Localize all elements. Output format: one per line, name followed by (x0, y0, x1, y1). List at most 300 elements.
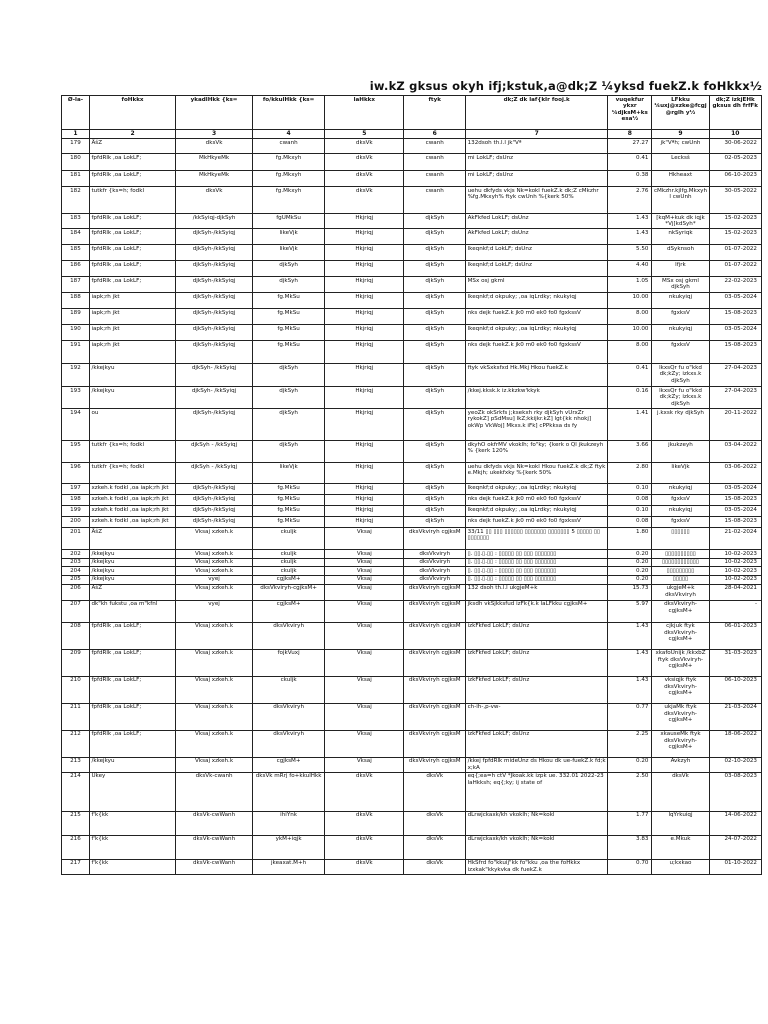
cell-location: nkukyiqj (652, 506, 709, 517)
cell-cost: 2.25 (608, 730, 652, 757)
cell-district: djkSyh (404, 387, 466, 409)
cell-district: cwanh (404, 139, 466, 154)
cell-start-date: 06-10-2023 (709, 171, 761, 187)
cell-department: /kkejkyu (89, 387, 175, 409)
cell-district: djkSyh (404, 463, 466, 484)
column-number-7: 7 (466, 130, 608, 139)
table-row (62, 506, 762, 517)
cell-lok-sabha: dksVk (176, 187, 253, 214)
cell-division: dksVk (325, 154, 404, 171)
cell-serial: 207 (62, 600, 90, 622)
cell-vidhan-sabha: djkSyh (253, 441, 325, 463)
cell-description: /kkej fpfdRlk mideUnz ds Hkou dk ue-fuekZ.k fd;k x;kA (466, 757, 608, 772)
column-header-8: vuqekfur ykxr ¼djksM+ks esa½ (608, 96, 652, 130)
cell-district: djkSyh (404, 277, 466, 293)
table-row (62, 567, 762, 576)
cell-department: ÄšZ (89, 139, 175, 154)
cell-lok-sabha: djkSyh-/kkSyiqj (176, 325, 253, 341)
cell-department: tutkfr {ks=h; fodkl (89, 463, 175, 484)
cell-cost: 0.10 (608, 506, 652, 517)
column-number-4: 4 (253, 130, 325, 139)
cell-lok-sabha: Vksaj xzkeh.k (176, 703, 253, 730)
cell-description: ftyk vkSxksfxd Hk.Mkj Hkou fuekZ.k (466, 364, 608, 387)
cell-department: xzkeh.k fodkl ,oa iapk;rh jkt (89, 484, 175, 495)
cell-location: j.kxsk rky djkSyh (652, 409, 709, 441)
cell-vidhan-sabha: ckuljk (253, 567, 325, 576)
cell-vidhan-sabha: dksVkviryh-cgjksM+ (253, 584, 325, 600)
cell-serial: 209 (62, 649, 90, 676)
cell-division: Hkjriqj (325, 506, 404, 517)
cell-division: Hkjriqj (325, 309, 404, 325)
table-row (62, 341, 762, 364)
cell-cost: 0.08 (608, 517, 652, 528)
cell-district: cwanh (404, 154, 466, 171)
cell-vidhan-sabha: cgjksM+ (253, 757, 325, 772)
cell-district: dksVkviryh cgjksM (404, 730, 466, 757)
table-row (62, 409, 762, 441)
column-header-2: foHkkx (89, 96, 175, 130)
cell-start-date: 27-04-2023 (709, 364, 761, 387)
cell-description: uehu dkfyds vkjs Nk=kokl Hkou fuekZ.k dk;Z ftyk e.Mkjh; ukekfxky %{kerk 50% (466, 463, 608, 484)
cell-lok-sabha: djkSyh-/kkSyiqj (176, 484, 253, 495)
cell-cost: 27.27 (608, 139, 652, 154)
cell-vidhan-sabha: ckuljk (253, 676, 325, 703)
cell-location: dSyknsoh (652, 245, 709, 261)
cell-department: fpfdRlk ,oa LokLF; (89, 676, 175, 703)
cell-department: dk"kh fukstu ,oa m"kfnl (89, 600, 175, 622)
cell-location: nkukyiqj (652, 325, 709, 341)
cell-location: likeVjk (652, 463, 709, 484)
cell-location: Hkheaxt (652, 171, 709, 187)
cell-division: dksVk (325, 835, 404, 859)
cell-serial: 216 (62, 835, 90, 859)
cell-location: fgxksV (652, 517, 709, 528)
cell-division: Hkjriqj (325, 495, 404, 506)
cell-division: Vksaj (325, 528, 404, 550)
cell-serial: 214 (62, 772, 90, 811)
cell-cost: 1.43 (608, 229, 652, 245)
cell-cost: 2.80 (608, 463, 652, 484)
cell-lok-sabha: Vksaj xzkeh.k (176, 550, 253, 559)
table-row (62, 575, 762, 584)
cell-serial: 198 (62, 495, 90, 506)
table-row (62, 139, 762, 154)
cell-serial: 206 (62, 584, 90, 600)
cell-description: lkeqnkf;d okpuky; ,oa iqLrdky; nkukyiqj (466, 484, 608, 495)
cell-division: Hkjriqj (325, 484, 404, 495)
cell-description: ▯. ▯▯.▯.▯▯ : ▯▯▯▯▯ ▯▯ ▯▯▯ ▯▯▯▯▯▯▯ (466, 550, 608, 559)
cell-vidhan-sabha: djkSyh (253, 364, 325, 387)
cell-lok-sabha: djkSyh-/kkSyiqj (176, 229, 253, 245)
cell-cost: 4.40 (608, 261, 652, 277)
table-row (62, 622, 762, 649)
cell-lok-sabha: MkHkyeMk (176, 154, 253, 171)
cell-cost: 0.20 (608, 567, 652, 576)
cell-district: djkSyh (404, 495, 466, 506)
cell-location: dksVkviryh-cgjksM+ (652, 600, 709, 622)
cell-district: djkSyh (404, 325, 466, 341)
cell-description: izkFkfed LokLF; dsUnz (466, 676, 608, 703)
cell-division: Vksaj (325, 558, 404, 567)
cell-description: lkeqnkf;d okpuky; ,oa iqLrdky; nkukyiqj (466, 506, 608, 517)
cell-location: lfjrk (652, 261, 709, 277)
column-number-5: 5 (325, 130, 404, 139)
cell-location: ▯▯▯▯▯▯▯▯▯ (652, 567, 709, 576)
cell-division: Vksaj (325, 649, 404, 676)
cell-cost: 1.80 (608, 528, 652, 550)
cell-division: Hkjriqj (325, 277, 404, 293)
column-number-3: 3 (176, 130, 253, 139)
cell-start-date: 03-05-2024 (709, 506, 761, 517)
cell-vidhan-sabha: fg.MkSu (253, 517, 325, 528)
cell-district: dksVk (404, 811, 466, 835)
cell-serial: 201 (62, 528, 90, 550)
table-row (62, 517, 762, 528)
cell-location: Avkzyh (652, 757, 709, 772)
cell-district: dksVkviryh cgjksM (404, 649, 466, 676)
cell-department: iapk;rh jkt (89, 309, 175, 325)
cell-location: MSx osj gkml djkSyh (652, 277, 709, 293)
cell-division: Vksaj (325, 676, 404, 703)
cell-department: iapk;rh jkt (89, 325, 175, 341)
cell-department: fpfdRlk ,oa LokLF; (89, 261, 175, 277)
cell-lok-sabha: djkSyh- /kkSyiqj (176, 364, 253, 387)
cell-district: dksVk (404, 835, 466, 859)
table-row (62, 171, 762, 187)
cell-lok-sabha: dksVk-cwWanh (176, 811, 253, 835)
cell-location: ▯▯▯▯▯▯▯▯▯▯▯▯ (652, 558, 709, 567)
cell-description: eq{;ea=h ctV *Jkoak.kk izpk ue. 332.01 2022-23 laHkksh; eq{;ky; ij state of (466, 772, 608, 811)
cell-division: Vksaj (325, 600, 404, 622)
cell-department: fpfdRlk ,oa LokLF; (89, 214, 175, 229)
cell-serial: 200 (62, 517, 90, 528)
cell-department: iapk;rh jkt (89, 341, 175, 364)
cell-cost: 5.50 (608, 245, 652, 261)
table-row (62, 261, 762, 277)
cell-description: MSx osj gkml (466, 277, 608, 293)
cell-vidhan-sabha: ckuljk (253, 528, 325, 550)
cell-district: dksVkviryh (404, 567, 466, 576)
cell-division: Vksaj (325, 567, 404, 576)
table-row (62, 703, 762, 730)
cell-vidhan-sabha: djkSyh (253, 277, 325, 293)
cell-description: lkeqnkf;d LokLF; dsUnz (466, 245, 608, 261)
cell-division: dksVk (325, 811, 404, 835)
cell-district: dksVk (404, 772, 466, 811)
cell-description: 132 dsoh th.l.l ukgjeM+k (466, 584, 608, 600)
cell-serial: 181 (62, 171, 90, 187)
cell-serial: 192 (62, 364, 90, 387)
cell-location: e.Mkuk (652, 835, 709, 859)
cell-vidhan-sabha: fgUMkSu (253, 214, 325, 229)
cell-vidhan-sabha: dksVkviryh (253, 622, 325, 649)
cell-cost: 0.70 (608, 859, 652, 874)
table-row (62, 364, 762, 387)
cell-cost: 1.43 (608, 676, 652, 703)
cell-description: nks dejk fuekZ.k jk0 m0 ek0 fo0 fgxkssV (466, 517, 608, 528)
cell-department: /kkejkyu (89, 364, 175, 387)
cell-lok-sabha: djkSyh- /kkSyiqj (176, 387, 253, 409)
cell-lok-sabha: Vksaj xzkeh.k (176, 757, 253, 772)
cell-cost: 2.76 (608, 187, 652, 214)
cell-vidhan-sabha: djkSyh (253, 261, 325, 277)
cell-lok-sabha: djkSyh-/kkSyiqj (176, 506, 253, 517)
table-row (62, 325, 762, 341)
cell-vidhan-sabha: fg.Mkxyh (253, 187, 325, 214)
cell-district: djkSyh (404, 229, 466, 245)
cell-department: ou (89, 409, 175, 441)
cell-district: cwanh (404, 187, 466, 214)
cell-department: iapk;rh jkt (89, 293, 175, 309)
cell-serial: 199 (62, 506, 90, 517)
cell-division: Vksaj (325, 622, 404, 649)
cell-start-date: 15-08-2023 (709, 309, 761, 325)
cell-department: tutkfr {ks=h; fodkl (89, 441, 175, 463)
cell-cost: 0.08 (608, 495, 652, 506)
cell-district: djkSyh (404, 309, 466, 325)
table-row (62, 245, 762, 261)
cell-lok-sabha: Vksaj xzkeh.k (176, 649, 253, 676)
cell-lok-sabha: dksVk (176, 139, 253, 154)
cell-district: dksVkviryh cgjksM (404, 676, 466, 703)
cell-district: djkSyh (404, 214, 466, 229)
cell-start-date: 20-11-2022 (709, 409, 761, 441)
cell-location: fgxksV (652, 309, 709, 325)
cell-serial: 189 (62, 309, 90, 325)
cell-vidhan-sabha: ckuljk (253, 550, 325, 559)
cell-start-date: 15-02-2023 (709, 214, 761, 229)
cell-department: /kkejkyu (89, 558, 175, 567)
cell-lok-sabha: Vksaj xzkeh.k (176, 558, 253, 567)
table-row (62, 676, 762, 703)
cell-serial: 195 (62, 441, 90, 463)
cell-serial: 179 (62, 139, 90, 154)
cell-department: f'k{kk (89, 835, 175, 859)
cell-vidhan-sabha: djkSyh (253, 409, 325, 441)
cell-start-date: 28-04-2021 (709, 584, 761, 600)
cell-division: Hkjriqj (325, 229, 404, 245)
cell-district: djkSyh (404, 245, 466, 261)
cell-division: Vksaj (325, 757, 404, 772)
cell-serial: 188 (62, 293, 90, 309)
cell-description: 33/11 ▯▯ ▯▯▯ ▯▯▯▯▯▯ ▯▯▯▯▯▯▯ ▯▯▯▯▯▯▯ 5 ▯▯▯▯▯ ▯▯ ▯▯▯▯▯▯▯ (466, 528, 608, 550)
cell-location: jkukzeyh (652, 441, 709, 463)
cell-cost: 0.20 (608, 558, 652, 567)
cell-location: vksiqjk ftyk dksVkviryh-cgjksM+ (652, 676, 709, 703)
cell-district: dksVkviryh cgjksM (404, 600, 466, 622)
table-row (62, 772, 762, 811)
cell-description: ▯. ▯▯.▯.▯▯ : ▯▯▯▯▯ ▯▯ ▯▯▯ ▯▯▯▯▯▯▯ (466, 567, 608, 576)
column-number-1: 1 (62, 130, 90, 139)
table-row (62, 187, 762, 214)
cell-description: AkFkfed LokLF; dsUnz (466, 214, 608, 229)
cell-cost: 15.73 (608, 584, 652, 600)
cell-cost: 5.97 (608, 600, 652, 622)
cell-description: nks dejk fuekZ.k jk0 m0 ek0 fo0 fgxkssV (466, 341, 608, 364)
cell-start-date: 06-01-2023 (709, 622, 761, 649)
cell-start-date: 02-10-2023 (709, 757, 761, 772)
cell-description: mi LokLF; dsUnz (466, 154, 608, 171)
cell-start-date: 03-04-2022 (709, 441, 761, 463)
cell-district: cwanh (404, 171, 466, 187)
cell-location: nkukyiqj (652, 484, 709, 495)
cell-department: ÄšZ (89, 528, 175, 550)
cell-cost: 10.00 (608, 293, 652, 309)
cell-start-date: 01-10-2022 (709, 859, 761, 874)
cell-lok-sabha: djkSyh-/kkSyiqj (176, 277, 253, 293)
cell-vidhan-sabha: fg.MkSu (253, 325, 325, 341)
cell-cost: 1.05 (608, 277, 652, 293)
cell-location: fgxksV (652, 495, 709, 506)
cell-location: u;kxkao (652, 859, 709, 874)
table-row (62, 484, 762, 495)
cell-start-date: 02-05-2023 (709, 154, 761, 171)
cell-lok-sabha: Vksaj xzkeh.k (176, 730, 253, 757)
cell-division: Hkjriqj (325, 325, 404, 341)
cell-serial: 202 (62, 550, 90, 559)
cell-description: lkeqnkf;d okpuky; ,oa iqLrdky; nkukyiqj (466, 325, 608, 341)
cell-cost: 8.00 (608, 341, 652, 364)
cell-vidhan-sabha: fojkVuxj (253, 649, 325, 676)
cell-description: mi LokLF; dsUnz (466, 171, 608, 187)
cell-location: xkafoUnijk /kkxbZ ftyk dksVkviryh-cgjksM+ (652, 649, 709, 676)
cell-cost: 0.20 (608, 575, 652, 584)
cell-division: Hkjriqj (325, 214, 404, 229)
table-body (62, 139, 762, 875)
cell-serial: 211 (62, 703, 90, 730)
table-row (62, 463, 762, 484)
cell-location: ▯▯▯▯▯ (652, 575, 709, 584)
cell-department: tutkfr {ks=h; fodkl (89, 187, 175, 214)
cell-division: Vksaj (325, 584, 404, 600)
cell-vidhan-sabha: ykM+iqjk (253, 835, 325, 859)
cell-description: nks dejk fuekZ.k jk0 m0 ek0 fo0 fgxkssV (466, 495, 608, 506)
cell-cost: 1.43 (608, 622, 652, 649)
cell-cost: 0.41 (608, 154, 652, 171)
cell-description: AkFkfed LokLF; dsUnz (466, 229, 608, 245)
cell-location: Lecksš (652, 154, 709, 171)
cell-serial: 180 (62, 154, 90, 171)
column-header-10: dk;Z izkjEHk gksus dh frfFk (709, 96, 761, 130)
cell-lok-sabha: dksVk-cwanh (176, 772, 253, 811)
cell-start-date: 03-06-2022 (709, 463, 761, 484)
cell-district: dksVkviryh cgjksM (404, 584, 466, 600)
cell-location: ▯▯▯▯▯▯ (652, 528, 709, 550)
cell-location: cMkzhr.kjlfg.Mkxyhl cwUnh (652, 187, 709, 214)
cell-location: ▯▯▯▯▯▯▯▯▯▯ (652, 550, 709, 559)
cell-serial: 187 (62, 277, 90, 293)
cell-lok-sabha: Vksaj xzkeh.k (176, 528, 253, 550)
cell-start-date: 22-02-2023 (709, 277, 761, 293)
cell-serial: 205 (62, 575, 90, 584)
cell-department: f'k{kk (89, 859, 175, 874)
cell-serial: 204 (62, 567, 90, 576)
cell-lok-sabha: Vksaj xzkeh.k (176, 584, 253, 600)
cell-description: 132dsoh th.l.l jk"Vª (466, 139, 608, 154)
cell-description: izkFkfed LokLF; dsUnz (466, 649, 608, 676)
table-row (62, 387, 762, 409)
cell-lok-sabha: vyej (176, 575, 253, 584)
cell-lok-sabha: MkHkyeMk (176, 171, 253, 187)
cell-lok-sabha: dksVk-cwWanh (176, 859, 253, 874)
cell-serial: 208 (62, 622, 90, 649)
cell-location: fgxksV (652, 341, 709, 364)
cell-lok-sabha: djkSyh - /kkSyiqj (176, 463, 253, 484)
cell-district: dksVkviryh cgjksM (404, 528, 466, 550)
cell-division: Hkjriqj (325, 245, 404, 261)
cell-division: Hkjriqj (325, 364, 404, 387)
table-row (62, 495, 762, 506)
cell-district: djkSyh (404, 517, 466, 528)
cell-vidhan-sabha: fg.MkSu (253, 506, 325, 517)
cell-district: djkSyh (404, 364, 466, 387)
cell-district: dksVkviryh cgjksM (404, 703, 466, 730)
cell-vidhan-sabha: djkSyh (253, 387, 325, 409)
cell-department: ÄšZ (89, 584, 175, 600)
cell-lok-sabha: /kkSyiqj-djkSyh (176, 214, 253, 229)
column-number-8: 8 (608, 130, 652, 139)
cell-vidhan-sabha: ihiYnk (253, 811, 325, 835)
cell-division: Hkjriqj (325, 341, 404, 364)
cell-location: ukgjeM+k dksVkviryh (652, 584, 709, 600)
cell-district: djkSyh (404, 506, 466, 517)
cell-cost: 0.10 (608, 484, 652, 495)
cell-department: fpfdRlk ,oa LokLF; (89, 245, 175, 261)
cell-department: fpfdRlk ,oa LokLF; (89, 229, 175, 245)
cell-start-date: 15-08-2023 (709, 495, 761, 506)
cell-cost: 0.77 (608, 703, 652, 730)
cell-description: lkeqnkf;d okpuky; ,oa iqLrdky; nkukyiqj (466, 293, 608, 309)
cell-department: /kkejkyu (89, 575, 175, 584)
table-row (62, 649, 762, 676)
cell-cost: 1.77 (608, 811, 652, 835)
column-header-4: fo/kkulHkk {ks= (253, 96, 325, 130)
cell-division: Vksaj (325, 703, 404, 730)
cell-serial: 190 (62, 325, 90, 341)
table-row (62, 309, 762, 325)
table-row (62, 441, 762, 463)
cell-description: HkSfrd fo"kkuij"kk fo"kku ,oa the foHkkx izxkak"kkykvka dk fuekZ.k (466, 859, 608, 874)
cell-start-date: 31-03-2023 (709, 649, 761, 676)
cell-lok-sabha: djkSyh-/kkSyiqj (176, 495, 253, 506)
column-number-9: 9 (652, 130, 709, 139)
cell-cost: 8.00 (608, 309, 652, 325)
cell-location: cjkjuk ftyk dksVkviryh-cgjksM+ (652, 622, 709, 649)
cell-department: fpfdRlk ,oa LokLF; (89, 171, 175, 187)
cell-lok-sabha: djkSyh-/kkSyiqj (176, 309, 253, 325)
cell-serial: 184 (62, 229, 90, 245)
cell-location: nkukyiqj (652, 293, 709, 309)
cell-division: Hkjriqj (325, 517, 404, 528)
cell-serial: 183 (62, 214, 90, 229)
page-title: iw.kZ gksus okyh ifj;kstuk,a@dk;Z ¼yksd fuekZ.k foHkkx½ (369, 79, 762, 93)
cell-department: f'k{kk (89, 811, 175, 835)
cell-division: dksVk (325, 187, 404, 214)
cell-division: Hkjriqj (325, 293, 404, 309)
cell-description: dLrwjckaxk/kh vkoklh; Nk=kokl (466, 835, 608, 859)
cell-district: djkSyh (404, 441, 466, 463)
cell-vidhan-sabha: dksVk mRrj fo+kkulHkk (253, 772, 325, 811)
cell-start-date: 03-05-2024 (709, 293, 761, 309)
cell-district: djkSyh (404, 409, 466, 441)
cell-lok-sabha: Vksaj xzkeh.k (176, 622, 253, 649)
cell-description: nks dejk fuekZ.k jk0 m0 ek0 fo0 fgxkssV (466, 309, 608, 325)
cell-location: dksVk (652, 772, 709, 811)
cell-serial: 217 (62, 859, 90, 874)
table-row (62, 214, 762, 229)
cell-vidhan-sabha: cwanh (253, 139, 325, 154)
table-row (62, 558, 762, 567)
